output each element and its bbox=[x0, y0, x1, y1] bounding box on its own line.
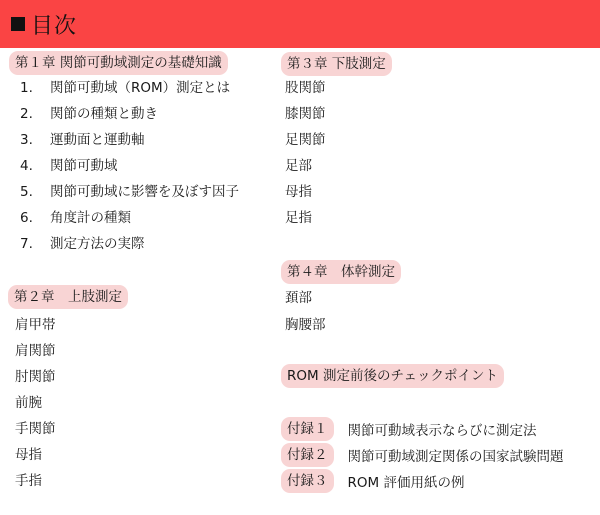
item-number: 7. bbox=[20, 236, 33, 252]
item-label: 運動面と運動軸 bbox=[50, 132, 145, 148]
chapter3-item[interactable]: 母指 bbox=[285, 184, 312, 200]
appendix-row[interactable] bbox=[281, 443, 564, 467]
chapter2-item[interactable]: 前腕 bbox=[15, 395, 42, 411]
item-label: 測定方法の実際 bbox=[50, 236, 145, 252]
chapter1-item[interactable] bbox=[20, 183, 239, 201]
item-number: 6. bbox=[20, 210, 33, 226]
chapter2-item[interactable]: 手関節 bbox=[15, 421, 56, 437]
chapter1-item[interactable] bbox=[20, 131, 145, 149]
chapter1-item[interactable] bbox=[20, 105, 158, 123]
page-title: 目次 bbox=[31, 13, 78, 39]
item-label: 角度計の種類 bbox=[50, 210, 131, 226]
item-number: 2. bbox=[20, 106, 33, 122]
chapter1-item[interactable] bbox=[20, 209, 131, 227]
header-bar bbox=[0, 0, 600, 48]
chapter3-item[interactable]: 足関節 bbox=[285, 132, 326, 148]
appendix-tag: 付録３ bbox=[281, 469, 334, 493]
appendix-label: 関節可動域測定関係の国家試験問題 bbox=[347, 449, 564, 465]
item-number: 1. bbox=[20, 80, 33, 96]
chapter3-item[interactable]: 膝関節 bbox=[285, 106, 326, 122]
square-bullet-icon bbox=[11, 17, 25, 31]
appendix-tag: 付録１ bbox=[281, 417, 334, 441]
chapter4-item[interactable]: 頚部 bbox=[285, 290, 312, 306]
chapter4-title[interactable]: 第４章 体幹測定 bbox=[281, 260, 401, 284]
appendix-tag: 付録２ bbox=[281, 443, 334, 467]
checkpoint-title[interactable]: ROM 測定前後のチェックポイント bbox=[281, 364, 504, 388]
item-label: 関節の種類と動き bbox=[50, 106, 158, 122]
chapter1-item[interactable] bbox=[20, 235, 145, 253]
appendix-row[interactable] bbox=[281, 469, 464, 493]
appendix-row[interactable] bbox=[281, 417, 537, 441]
chapter1-title[interactable]: 第１章 関節可動域測定の基礎知識 bbox=[9, 51, 228, 75]
item-label: 関節可動域 bbox=[50, 158, 118, 174]
chapter2-item[interactable]: 肩関節 bbox=[15, 343, 56, 359]
item-label: 関節可動域（ROM）測定とは bbox=[50, 80, 231, 96]
chapter2-item[interactable]: 手指 bbox=[15, 473, 42, 489]
chapter3-item[interactable]: 足指 bbox=[285, 210, 312, 226]
chapter2-item[interactable]: 母指 bbox=[15, 447, 42, 463]
chapter2-item[interactable]: 肘関節 bbox=[15, 369, 56, 385]
chapter2-item[interactable]: 肩甲帯 bbox=[15, 317, 56, 333]
appendix-label: ROM 評価用紙の例 bbox=[347, 475, 465, 491]
item-number: 5. bbox=[20, 184, 33, 200]
chapter3-item[interactable]: 股関節 bbox=[285, 80, 326, 96]
item-number: 3. bbox=[20, 132, 33, 148]
chapter1-item[interactable] bbox=[20, 157, 118, 175]
chapter3-item[interactable]: 足部 bbox=[285, 158, 312, 174]
item-number: 4. bbox=[20, 158, 33, 174]
chapter4-item[interactable]: 胸腰部 bbox=[285, 317, 326, 333]
chapter1-item[interactable] bbox=[20, 79, 230, 97]
item-label: 関節可動域に影響を及ぼす因子 bbox=[50, 184, 239, 200]
appendix-label: 関節可動域表示ならびに測定法 bbox=[347, 423, 537, 439]
chapter2-title[interactable]: 第２章 上肢測定 bbox=[8, 285, 128, 309]
chapter3-title[interactable]: 第３章 下肢測定 bbox=[281, 52, 392, 76]
